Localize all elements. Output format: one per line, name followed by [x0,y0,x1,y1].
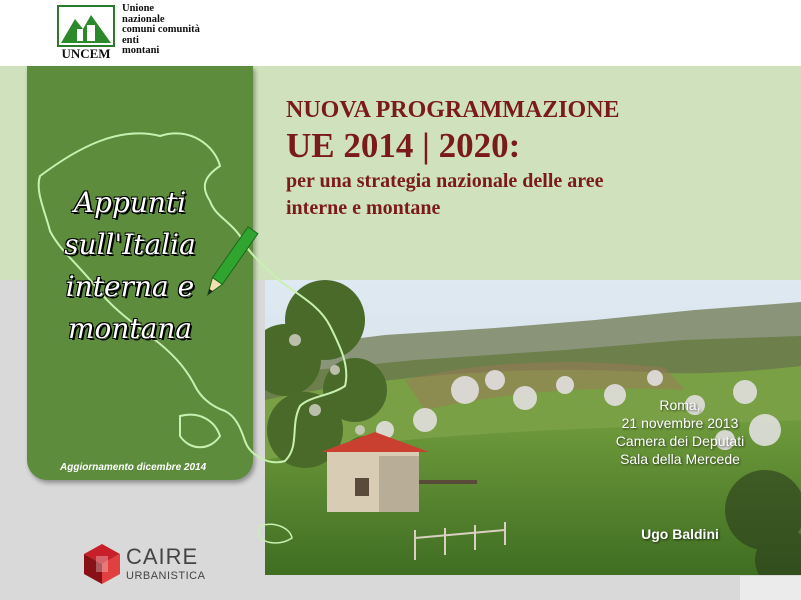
logo-line: comuni comunità [122,24,200,35]
card-title-line: interna e [65,270,195,303]
logo-line: Unione [122,3,155,14]
card-title-line: montana [67,312,193,345]
caire-logo [82,540,232,590]
logo-line: montani [122,45,160,56]
update-note: Aggiornamento dicembre 2014 [60,462,207,473]
event-city: Roma, [659,397,701,413]
card-title-line: Appunti [73,186,187,219]
headline-line-3: per una strategia nazionale delle aree [286,170,604,192]
corner-block [740,576,801,600]
event-info [580,396,780,468]
headline-line-2: UE 2014 | 2020: [286,126,521,165]
uncem-logo [57,5,115,61]
logo-text [122,4,262,57]
logo-acronym: UNCEM [61,46,111,61]
caire-name: CAIRE [126,544,199,569]
headline [286,95,786,221]
logo-line: nazionale [122,13,165,25]
logo-line: enti [122,34,139,46]
event-date: 21 novembre 2013 [621,415,739,431]
headline-line-4: interne e montane [286,197,441,219]
header-strip [0,0,801,66]
speaker-name: Ugo Baldini [641,526,719,542]
event-room: Sala della Mercede [620,451,740,467]
caire-cube-icon [82,542,122,586]
caire-sub: URBANISTICA [126,570,206,582]
card-title [30,182,230,350]
mountain-village-icon [57,5,115,61]
card-title-line: sull'Italia [64,228,196,261]
headline-line-1: NUOVA PROGRAMMAZIONE [286,97,620,123]
event-venue: Camera dei Deputati [615,433,745,449]
